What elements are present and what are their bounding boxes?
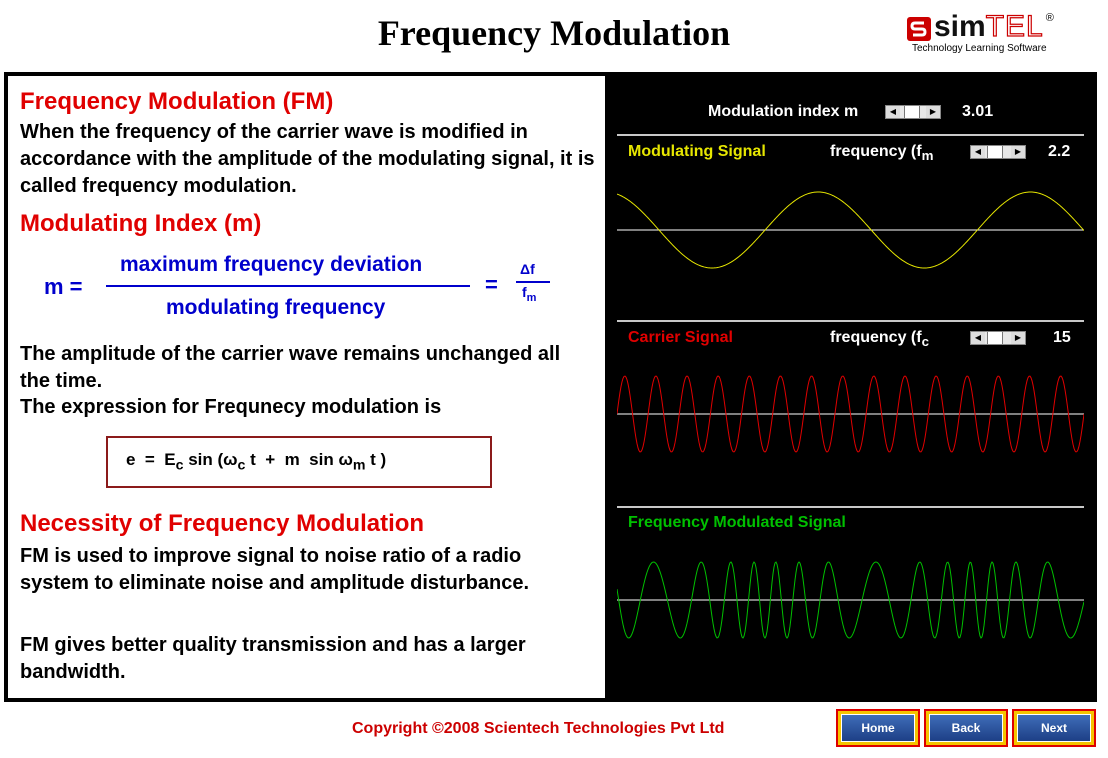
- heading-modulating-index: Modulating Index (m): [20, 210, 262, 237]
- simulation-panel: [617, 84, 1084, 694]
- text-necessity-1: FM is used to improve signal to noise ratio of a radio system to eliminate noise and amplitude disturbance.: [20, 545, 530, 594]
- heading-fm: Frequency Modulation (FM): [20, 88, 334, 115]
- formula-m: m =: [44, 274, 83, 299]
- text-expression-intro: The expression for Frequnecy modulation is: [20, 396, 442, 418]
- fm-signal-plot: [617, 539, 1084, 689]
- separator: [617, 506, 1084, 508]
- arrow-right-icon[interactable]: ▶: [1011, 146, 1025, 158]
- home-button[interactable]: Home: [836, 709, 920, 747]
- formula-delta-f: Δf: [520, 261, 535, 277]
- carrier-signal-plot: [617, 354, 1084, 504]
- carrier-signal-label: Carrier Signal: [628, 329, 733, 346]
- formula-equals: =: [485, 272, 498, 297]
- theory-panel: [8, 76, 605, 698]
- logo-tel: TEL: [985, 10, 1044, 43]
- text-necessity-2: FM gives better quality transmission and has a larger bandwidth.: [20, 634, 526, 683]
- slider-thumb[interactable]: [987, 332, 1003, 344]
- arrow-left-icon[interactable]: ◀: [971, 332, 985, 344]
- simtel-mark-icon: [906, 16, 932, 42]
- modulating-signal-plot: [617, 164, 1084, 314]
- logo-tagline: Technology Learning Software: [912, 43, 1047, 54]
- fm-expression-box: [106, 436, 492, 488]
- arrow-right-icon[interactable]: ▶: [1011, 332, 1025, 344]
- fm-expression: $e = E_c$ $\sin (\omega_c$ t + m $\sin \omega_m$ t ): [126, 450, 387, 474]
- page-title: Frequency Modulation: [377, 13, 731, 53]
- arrow-left-icon[interactable]: ◀: [886, 106, 900, 118]
- carrier-frequency-slider[interactable]: [970, 331, 1026, 345]
- next-button[interactable]: Next: [1012, 709, 1096, 747]
- carrier-frequency-label: frequency ($f_c$: [830, 329, 929, 350]
- modulating-frequency-slider[interactable]: [970, 145, 1026, 159]
- simtel-logo: [906, 12, 1066, 58]
- separator: [617, 320, 1084, 322]
- back-button[interactable]: Back: [924, 709, 1008, 747]
- formula-denominator: modulating frequency: [166, 296, 386, 319]
- formula-fm: $f_m$: [522, 284, 537, 304]
- fm-signal-label: Frequency Modulated Signal: [628, 514, 846, 531]
- formula-numerator: maximum frequency deviation: [120, 253, 423, 276]
- modulating-frequency-label: frequency ($f_m$: [830, 143, 934, 164]
- text-amplitude: The amplitude of the carrier wave remains unchanged all the time.: [20, 343, 561, 392]
- separator: [617, 134, 1084, 136]
- modulating-frequency-value: 2.2: [1048, 143, 1071, 160]
- logo-sim: sim: [934, 10, 986, 43]
- carrier-frequency-value: 15: [1053, 329, 1071, 346]
- arrow-right-icon[interactable]: ▶: [926, 106, 940, 118]
- slider-thumb[interactable]: [987, 146, 1003, 158]
- heading-necessity: Necessity of Frequency Modulation: [20, 510, 425, 537]
- modulation-index-value: 3.01: [962, 103, 994, 120]
- modulating-signal-label: Modulating Signal: [628, 143, 766, 160]
- arrow-left-icon[interactable]: ◀: [971, 146, 985, 158]
- fraction-line: [106, 285, 470, 287]
- modulation-index-label: Modulation index m: [708, 103, 859, 120]
- modulation-index-slider[interactable]: [885, 105, 941, 119]
- copyright: Copyright ©2008 Scientech Technologies Pvt Ltd: [352, 720, 725, 737]
- logo-registered: ®: [1045, 12, 1054, 24]
- fraction-line-small: [516, 281, 550, 283]
- slider-thumb[interactable]: [904, 106, 920, 118]
- text-fm-definition: When the frequency of the carrier wave is modified in accordance with the amplitude of the modulating signal, it is called frequency modulation.: [20, 121, 595, 197]
